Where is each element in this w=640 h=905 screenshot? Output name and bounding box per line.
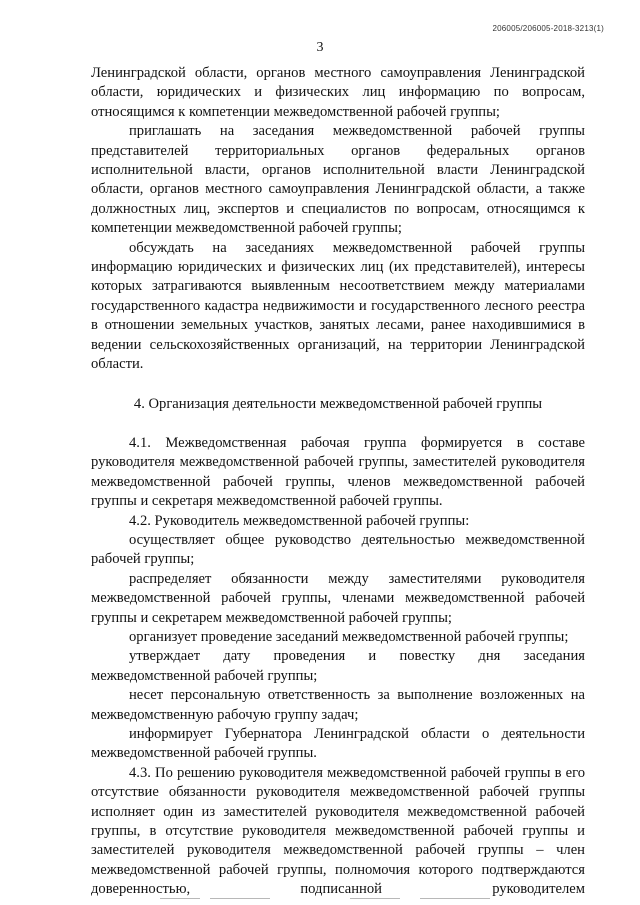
duty-item: осуществляет общее руководство деятельностью межведомственной рабочей группы; <box>91 531 585 568</box>
scan-mark <box>210 898 270 899</box>
duty-item: информирует Губернатора Ленинградской области о деятельности межведомственной рабочей группы. <box>91 726 585 762</box>
document-body <box>91 64 585 900</box>
duty-item: утверждает дату проведения и повестку дня заседания межведомственной рабочей группы; <box>91 648 585 684</box>
section-heading: 4. Организация деятельности межведомственной рабочей группы <box>133 395 543 412</box>
paragraph-discuss: обсуждать на заседаниях межведомственной рабочей группы информацию юридических и физических лиц (их представителей), интересы которых затрагиваются выявленным несоответствием между материалами государственного кадастра недвижимости и государственного лесного реестра в отношении земельных участков, занятых лесами, ранее находившимися в ведении сельскохозяйственных организаций, на территории Ленинградской области. <box>91 239 585 373</box>
paragraph-4-3: 4.3. По решению руководителя межведомственной рабочей группы в его отсутствие обязанности руководителя межведомственной рабочей группы исполняет один из заместителей руководителя межведомственной рабочей группы, в отсутствие руководителя межведомственной рабочей группы и заместителей руководителя межведомственной рабочей группы – член межведомственной рабочей группы, полномочия которого подтверждаются доверенностью, подписанной руководителем <box>91 764 585 898</box>
doc-code: 206005/206005-2018-3213(1) <box>492 24 604 33</box>
scan-mark <box>420 898 490 899</box>
paragraph-continuation: Ленинградской области, органов местного самоуправления Ленинградской области, юридических и физических лиц информацию по вопросам, относящимся к компетенции межведомственной рабочей группы; <box>91 65 585 120</box>
scan-mark <box>350 898 400 899</box>
duty-item: распределяет обязанности между заместителями руководителя межведомственной рабочей группы, членами межведомственной рабочей группы и секретарем межведомственной рабочей группы; <box>91 570 585 626</box>
paragraph-4-2: 4.2. Руководитель межведомственной рабочей группы: <box>129 512 470 529</box>
page-number: 3 <box>316 40 324 55</box>
paragraph-invite: приглашать на заседания межведомственной рабочей группы представителей территориальных органов федеральных органов исполнительной власти, органов исполнительной власти Ленинградской области, органов местного самоуправления Ленинградской области, а также должностных лиц, экспертов и специалистов по вопросам, относящимся к компетенции межведомственной рабочей группы; <box>91 123 585 237</box>
paragraph-4-1: 4.1. Межведомственная рабочая группа формируется в составе руководителя межведомственной рабочей группы, заместителей руководителя межведомственной рабочей группы, членов межведомственной рабочей группы и секретаря межведомственной рабочей группы. <box>91 434 585 510</box>
scan-mark <box>160 898 200 899</box>
scan-footer-marks <box>0 898 640 899</box>
duty-item: несет персональную ответственность за выполнение возложенных на межведомственную рабочую группу задач; <box>91 687 585 723</box>
duty-item: организует проведение заседаний межведомственной рабочей группы; <box>129 628 569 645</box>
